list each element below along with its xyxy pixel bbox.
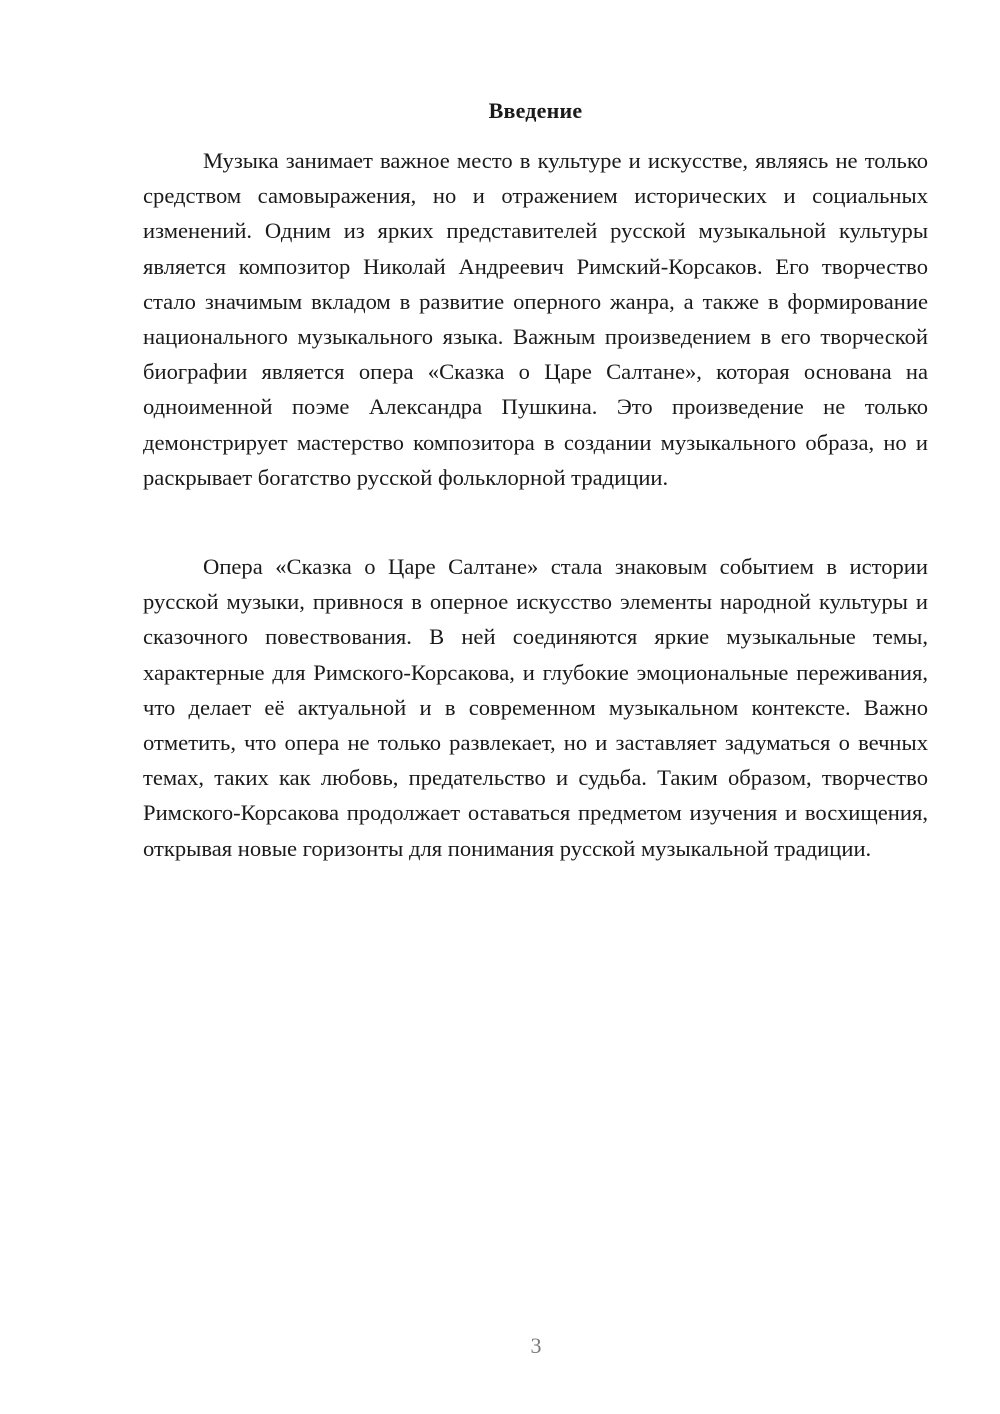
page-number: 3 <box>530 1333 542 1358</box>
section-heading: Введение <box>488 98 583 123</box>
paragraph-intro: Музыка занимает важное место в культуре и искусстве, являясь не только средством самовыражения, но и отражением исторических и социальных изменений. Одним из ярких представителей русской музыкальной культуры является композитор Николай Андреевич Римский-Корсаков. Его творчество стало значимым вкладом в развитие оперного жанра, а также в формирование национального музыкального языка. Важным произведением в его творческой биографии является опера «Сказка о Царе Салтане», которая основана на одноименной поэме Александра Пушкина. Это произведение не только демонстрирует мастерство композитора в создании музыкального образа, но и раскрывает богатство русской фольклорной традиции. <box>143 148 928 490</box>
paragraph-opera: Опера «Сказка о Царе Салтане» стала знаковым событием в истории русской музыки, привнося в оперное искусство элементы народной культуры и сказочного повествования. В ней соединяются яркие музыкальные темы, характерные для Римского-Корсакова, и глубокие эмоциональные переживания, что делает её актуальной и в современном музыкальном контексте. Важно отметить, что опера не только развлекает, но и заставляет задуматься о вечных темах, таких как любовь, предательство и судьба. Таким образом, творчество Римского-Корсакова продолжает оставаться предметом изучения и восхищения, открывая новые горизонты для понимания русской музыкальной традиции. <box>143 554 928 861</box>
